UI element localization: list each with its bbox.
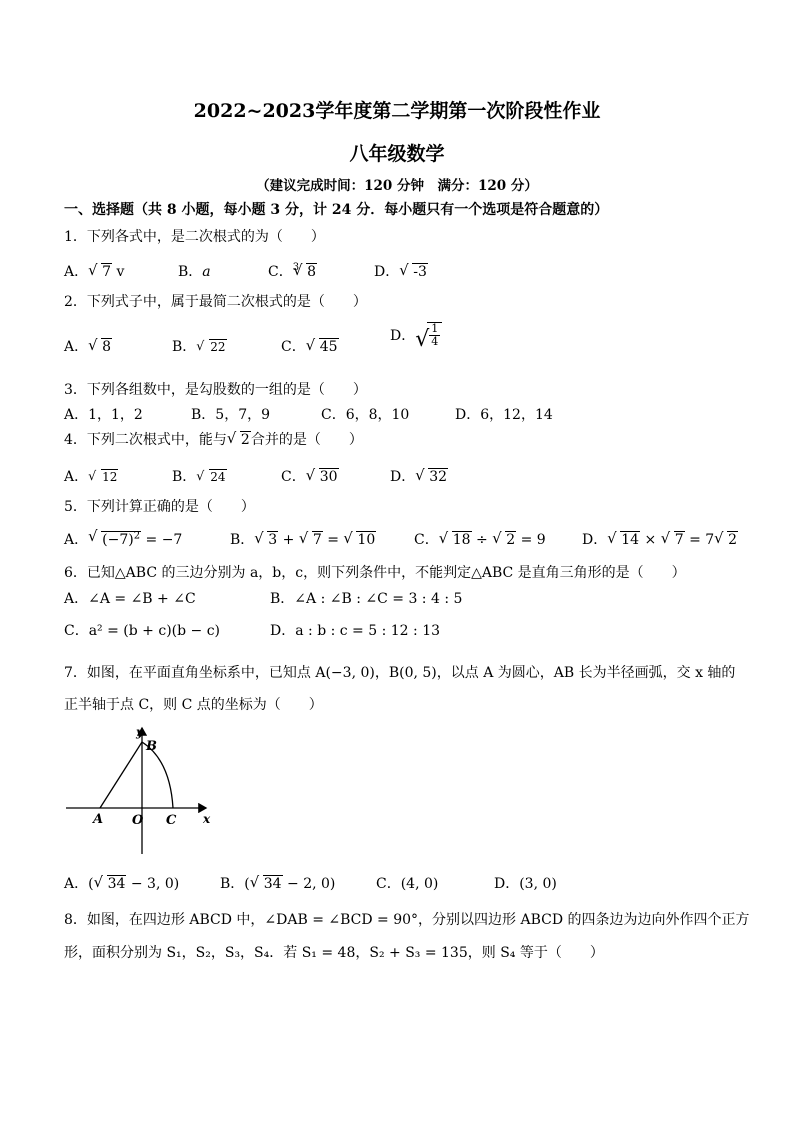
q8-line1: 8．如图，在四边形 ABCD 中，∠DAB = ∠BCD = 90°，分别以四边形 ABCD 的四条边为边向外作四个正方 — [64, 912, 750, 928]
q4-option-b: B．√ 24 — [172, 466, 227, 486]
q6-option-c: C．a² = (b + c)(b − c) — [64, 623, 221, 639]
q7-line2: 正半轴于点 C，则 C 点的坐标为（ ） — [64, 697, 323, 713]
q2-option-b: B．√ 22 — [172, 336, 227, 356]
q3-option-b: B．5，7，9 — [191, 407, 271, 423]
q4-stem: 4．下列二次根式中，能与√ 2合并的是（ ） — [64, 429, 363, 449]
q7-option-b: B．(√ 34 − 2, 0) — [220, 873, 335, 893]
q7-line1: 7．如图，在平面直角坐标系中，已知点 A(−3, 0)，B(0, 5)，以点 A 为圆心，AB 长为半径画弧，交 x 轴的 — [64, 665, 736, 681]
q1-stem: 1．下列各式中，是二次根式的为（ ） — [64, 229, 325, 245]
q1-option-a: A．√ 7 v — [64, 261, 124, 281]
q2-option-d: D． √ $\frac{1}{4}$ — [390, 322, 442, 348]
q6-stem: 6．已知△ABC 的三边分别为 a，b，c，则下列条件中，不能判定△ABC 是直角三角形的是（ ） — [64, 565, 686, 581]
exam-meta: （建议完成时间：120 分钟 满分：120 分） — [256, 178, 538, 194]
q3-option-c: C．6，8，10 — [321, 407, 410, 423]
q5-option-a: A．√ $(-7)^2 = -7$ — [64, 529, 182, 549]
q5-stem: 5．下列计算正确的是（ ） — [64, 499, 255, 515]
q1-option-c: C．$^3$√ 8 — [268, 261, 317, 281]
q5-option-d: D．√ 14 × √ 7 = 7√ 2 — [582, 529, 738, 549]
q2-option-c: C．√ 45 — [281, 336, 339, 356]
exam-title: 2022~2023学年度第二学期第一次阶段性作业 — [193, 100, 601, 122]
q7-option-c: C．(4, 0) — [376, 876, 439, 892]
q6-option-b: B．∠A : ∠B : ∠C = 3 : 4 : 5 — [270, 591, 463, 607]
section-heading: 一、选择题（共 8 小题，每小题 3 分，计 24 分．每小题只有一个选项是符合题意的） — [64, 202, 609, 218]
label-a: A — [93, 812, 104, 827]
label-x: x — [203, 812, 211, 826]
q1-option-d: D．√ -3 — [374, 261, 428, 281]
q6-option-d: D．a : b : c = 5 : 12 : 13 — [270, 623, 441, 639]
label-y: y — [136, 725, 143, 739]
q4-option-c: C．√ 30 — [281, 466, 339, 486]
q8-line2: 形，面积分别为 S₁，S₂，S₃，S₄．若 S₁ = 48，S₂ + S₃ = 135，则 S₄ 等于（ ） — [64, 945, 604, 961]
label-o: O — [132, 813, 144, 828]
exam-subject: 八年级数学 — [349, 143, 445, 165]
q4-option-a: A．√ 12 — [64, 466, 118, 486]
q3-stem: 3．下列各组数中，是勾股数的一组的是（ ） — [64, 382, 367, 398]
q1-option-b: B．a — [178, 264, 211, 280]
q2-option-a: A．√ 8 — [64, 336, 112, 356]
q3-option-a: A．1，1，2 — [64, 407, 143, 423]
label-b: B — [146, 739, 157, 754]
label-c: C — [166, 813, 177, 828]
q3-option-d: D．6，12，14 — [455, 407, 553, 423]
q5-option-c: C．√ 18 ÷ √ 2 = 9 — [414, 529, 546, 549]
q7-option-d: D．(3, 0) — [494, 876, 557, 892]
q4-option-d: D．√ 32 — [390, 466, 448, 486]
q7-option-a: A．(√ 34 − 3, 0) — [64, 873, 179, 893]
q6-option-a: A．∠A = ∠B + ∠C — [64, 591, 196, 607]
q5-option-b: B．√ 3 + √ 7 = √ 10 — [230, 529, 376, 549]
q2-stem: 2．下列式子中，属于最简二次根式的是（ ） — [64, 294, 367, 310]
q7-figure — [60, 720, 220, 860]
segment-ab — [100, 742, 142, 808]
